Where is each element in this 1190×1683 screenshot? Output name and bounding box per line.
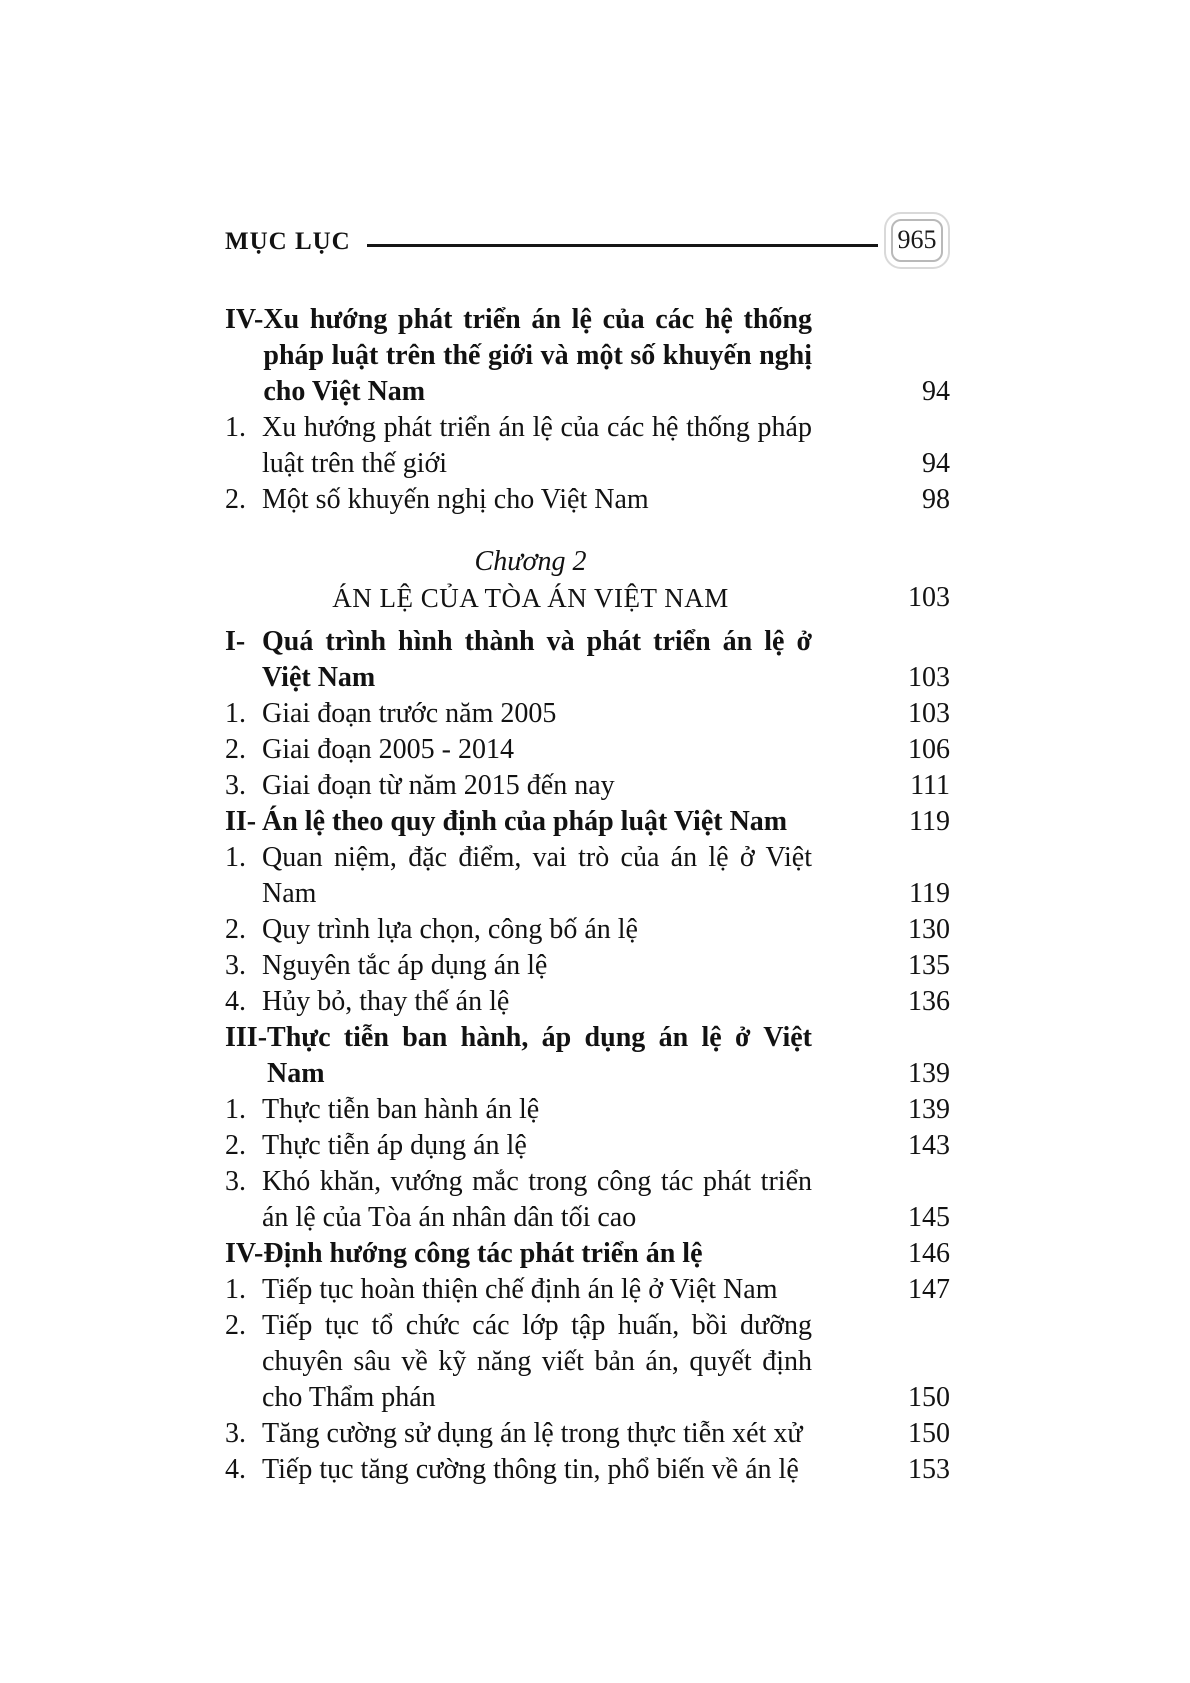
entry-marker: 4. [225, 1454, 246, 1485]
entry-marker: 3. [225, 950, 246, 981]
entry-text: Xu hướng phát triển án lệ của các hệ thống pháp luật trên thế giới và một số khuyến nghị cho Việt Nam [263, 304, 812, 407]
entry-marker: 3. [225, 1418, 246, 1449]
entry-text: Tiếp tục tổ chức các lớp tập huấn, bồi dưỡng chuyên sâu về kỹ năng viết bản án, quyết định cho Thẩm phán [262, 1310, 812, 1413]
toc-entry [225, 1092, 950, 1128]
entry-text: Quan niệm, đặc điểm, vai trò của án lệ ở Việt Nam [262, 842, 812, 909]
entry-text: Giai đoạn 2005 - 2014 [262, 734, 514, 765]
entry-marker: 4. [225, 986, 246, 1017]
toc-entry [225, 948, 950, 984]
running-head [225, 210, 950, 270]
toc-entry [225, 1128, 950, 1164]
entry-page-number: 150 [908, 1382, 950, 1413]
entry-text: Tăng cường sử dụng án lệ trong thực tiễn xét xử [262, 1418, 803, 1449]
entry-page-number: 94 [922, 448, 950, 479]
toc-entry [225, 302, 950, 410]
entry-marker: III- [225, 1022, 268, 1053]
entry-marker: I- [225, 626, 246, 657]
entry-page-number: 153 [908, 1454, 950, 1485]
entry-marker: 2. [225, 484, 246, 515]
entry-marker: 1. [225, 1274, 246, 1305]
entry-marker: 3. [225, 770, 246, 801]
entry-marker: 3. [225, 1166, 246, 1197]
toc-entry [225, 1164, 950, 1236]
toc-entry [225, 840, 950, 912]
entry-page-number: 119 [909, 878, 950, 909]
entry-page-number: 139 [908, 1094, 950, 1125]
entry-page-number: 106 [908, 734, 950, 765]
chapter-heading [225, 544, 950, 616]
entry-text: Giai đoạn từ năm 2015 đến nay [262, 770, 615, 801]
entry-page-number: 130 [908, 914, 950, 945]
toc-entry [225, 1272, 950, 1308]
entry-page-number: 103 [908, 662, 950, 693]
entry-marker: 2. [225, 1130, 246, 1161]
entry-text: Thực tiễn ban hành án lệ [262, 1094, 540, 1125]
toc-entry [225, 410, 950, 482]
entry-marker: IV- [225, 1238, 264, 1269]
header-rule [367, 244, 878, 247]
toc-entry [225, 768, 950, 804]
toc-entry [225, 1308, 950, 1416]
entry-text: Thực tiễn áp dụng án lệ [262, 1130, 527, 1161]
entry-page-number: 94 [922, 376, 950, 407]
entry-text: Quy trình lựa chọn, công bố án lệ [262, 914, 638, 945]
toc-entry [225, 984, 950, 1020]
entry-page-number: 119 [909, 806, 950, 837]
page-number: 965 [897, 225, 937, 254]
entry-page-number: 143 [908, 1130, 950, 1161]
entry-marker: 2. [225, 1310, 246, 1341]
entry-text: Hủy bỏ, thay thế án lệ [262, 986, 510, 1017]
entry-page-number: 103 [908, 698, 950, 729]
entry-text: Giai đoạn trước năm 2005 [262, 698, 557, 729]
toc-entry [225, 912, 950, 948]
page-title: MỤC LỤC [225, 228, 351, 255]
entry-text: Tiếp tục hoàn thiện chế định án lệ ở Việt Nam [262, 1274, 778, 1305]
entry-text: Định hướng công tác phát triển án lệ [263, 1238, 703, 1269]
toc-list [225, 302, 950, 1488]
chapter-number: Chương 2 [474, 546, 587, 577]
toc-entry [225, 804, 950, 840]
entry-marker: 1. [225, 412, 246, 443]
entry-marker: 1. [225, 842, 246, 873]
chapter-lines [237, 544, 824, 616]
toc-entry [225, 732, 950, 768]
toc-entry [225, 624, 950, 696]
toc-entry [225, 482, 950, 518]
entry-text: Khó khăn, vướng mắc trong công tác phát triển án lệ của Tòa án nhân dân tối cao [262, 1166, 812, 1233]
entry-page-number: 145 [908, 1202, 950, 1233]
entry-text: Một số khuyến nghị cho Việt Nam [262, 484, 649, 515]
chapter-title: ÁN LỆ CỦA TÒA ÁN VIỆT NAM [332, 583, 729, 613]
page-number-badge [884, 212, 950, 269]
entry-page-number: 136 [908, 986, 950, 1017]
entry-page-number: 111 [910, 770, 950, 801]
entry-page-number: 135 [908, 950, 950, 981]
entry-page-number: 147 [908, 1274, 950, 1305]
page-number-badge-inner [891, 219, 943, 262]
entry-text: Thực tiễn ban hành, áp dụng án lệ ở Việt Nam [267, 1022, 812, 1089]
entry-text: Quá trình hình thành và phát triển án lệ ở Việt Nam [262, 626, 812, 693]
entry-marker: II- [225, 806, 257, 837]
entry-marker: IV- [225, 304, 264, 335]
entry-page-number: 146 [908, 1238, 950, 1269]
toc-entry [225, 1020, 950, 1092]
toc-entry [225, 1416, 950, 1452]
entry-page-number: 98 [922, 484, 950, 515]
entry-text: Tiếp tục tăng cường thông tin, phổ biến về án lệ [262, 1454, 799, 1485]
entry-text: Án lệ theo quy định của pháp luật Việt Nam [262, 806, 788, 837]
entry-marker: 1. [225, 1094, 246, 1125]
toc-entry [225, 1452, 950, 1488]
toc-entry [225, 1236, 950, 1272]
chapter-page-number: 103 [908, 582, 950, 613]
entry-marker: 2. [225, 914, 246, 945]
entry-text: Xu hướng phát triển án lệ của các hệ thống pháp luật trên thế giới [262, 412, 812, 479]
entry-page-number: 139 [908, 1058, 950, 1089]
entry-text: Nguyên tắc áp dụng án lệ [262, 950, 548, 981]
entry-page-number: 150 [908, 1418, 950, 1449]
toc-entry [225, 696, 950, 732]
entry-marker: 2. [225, 734, 246, 765]
entry-marker: 1. [225, 698, 246, 729]
